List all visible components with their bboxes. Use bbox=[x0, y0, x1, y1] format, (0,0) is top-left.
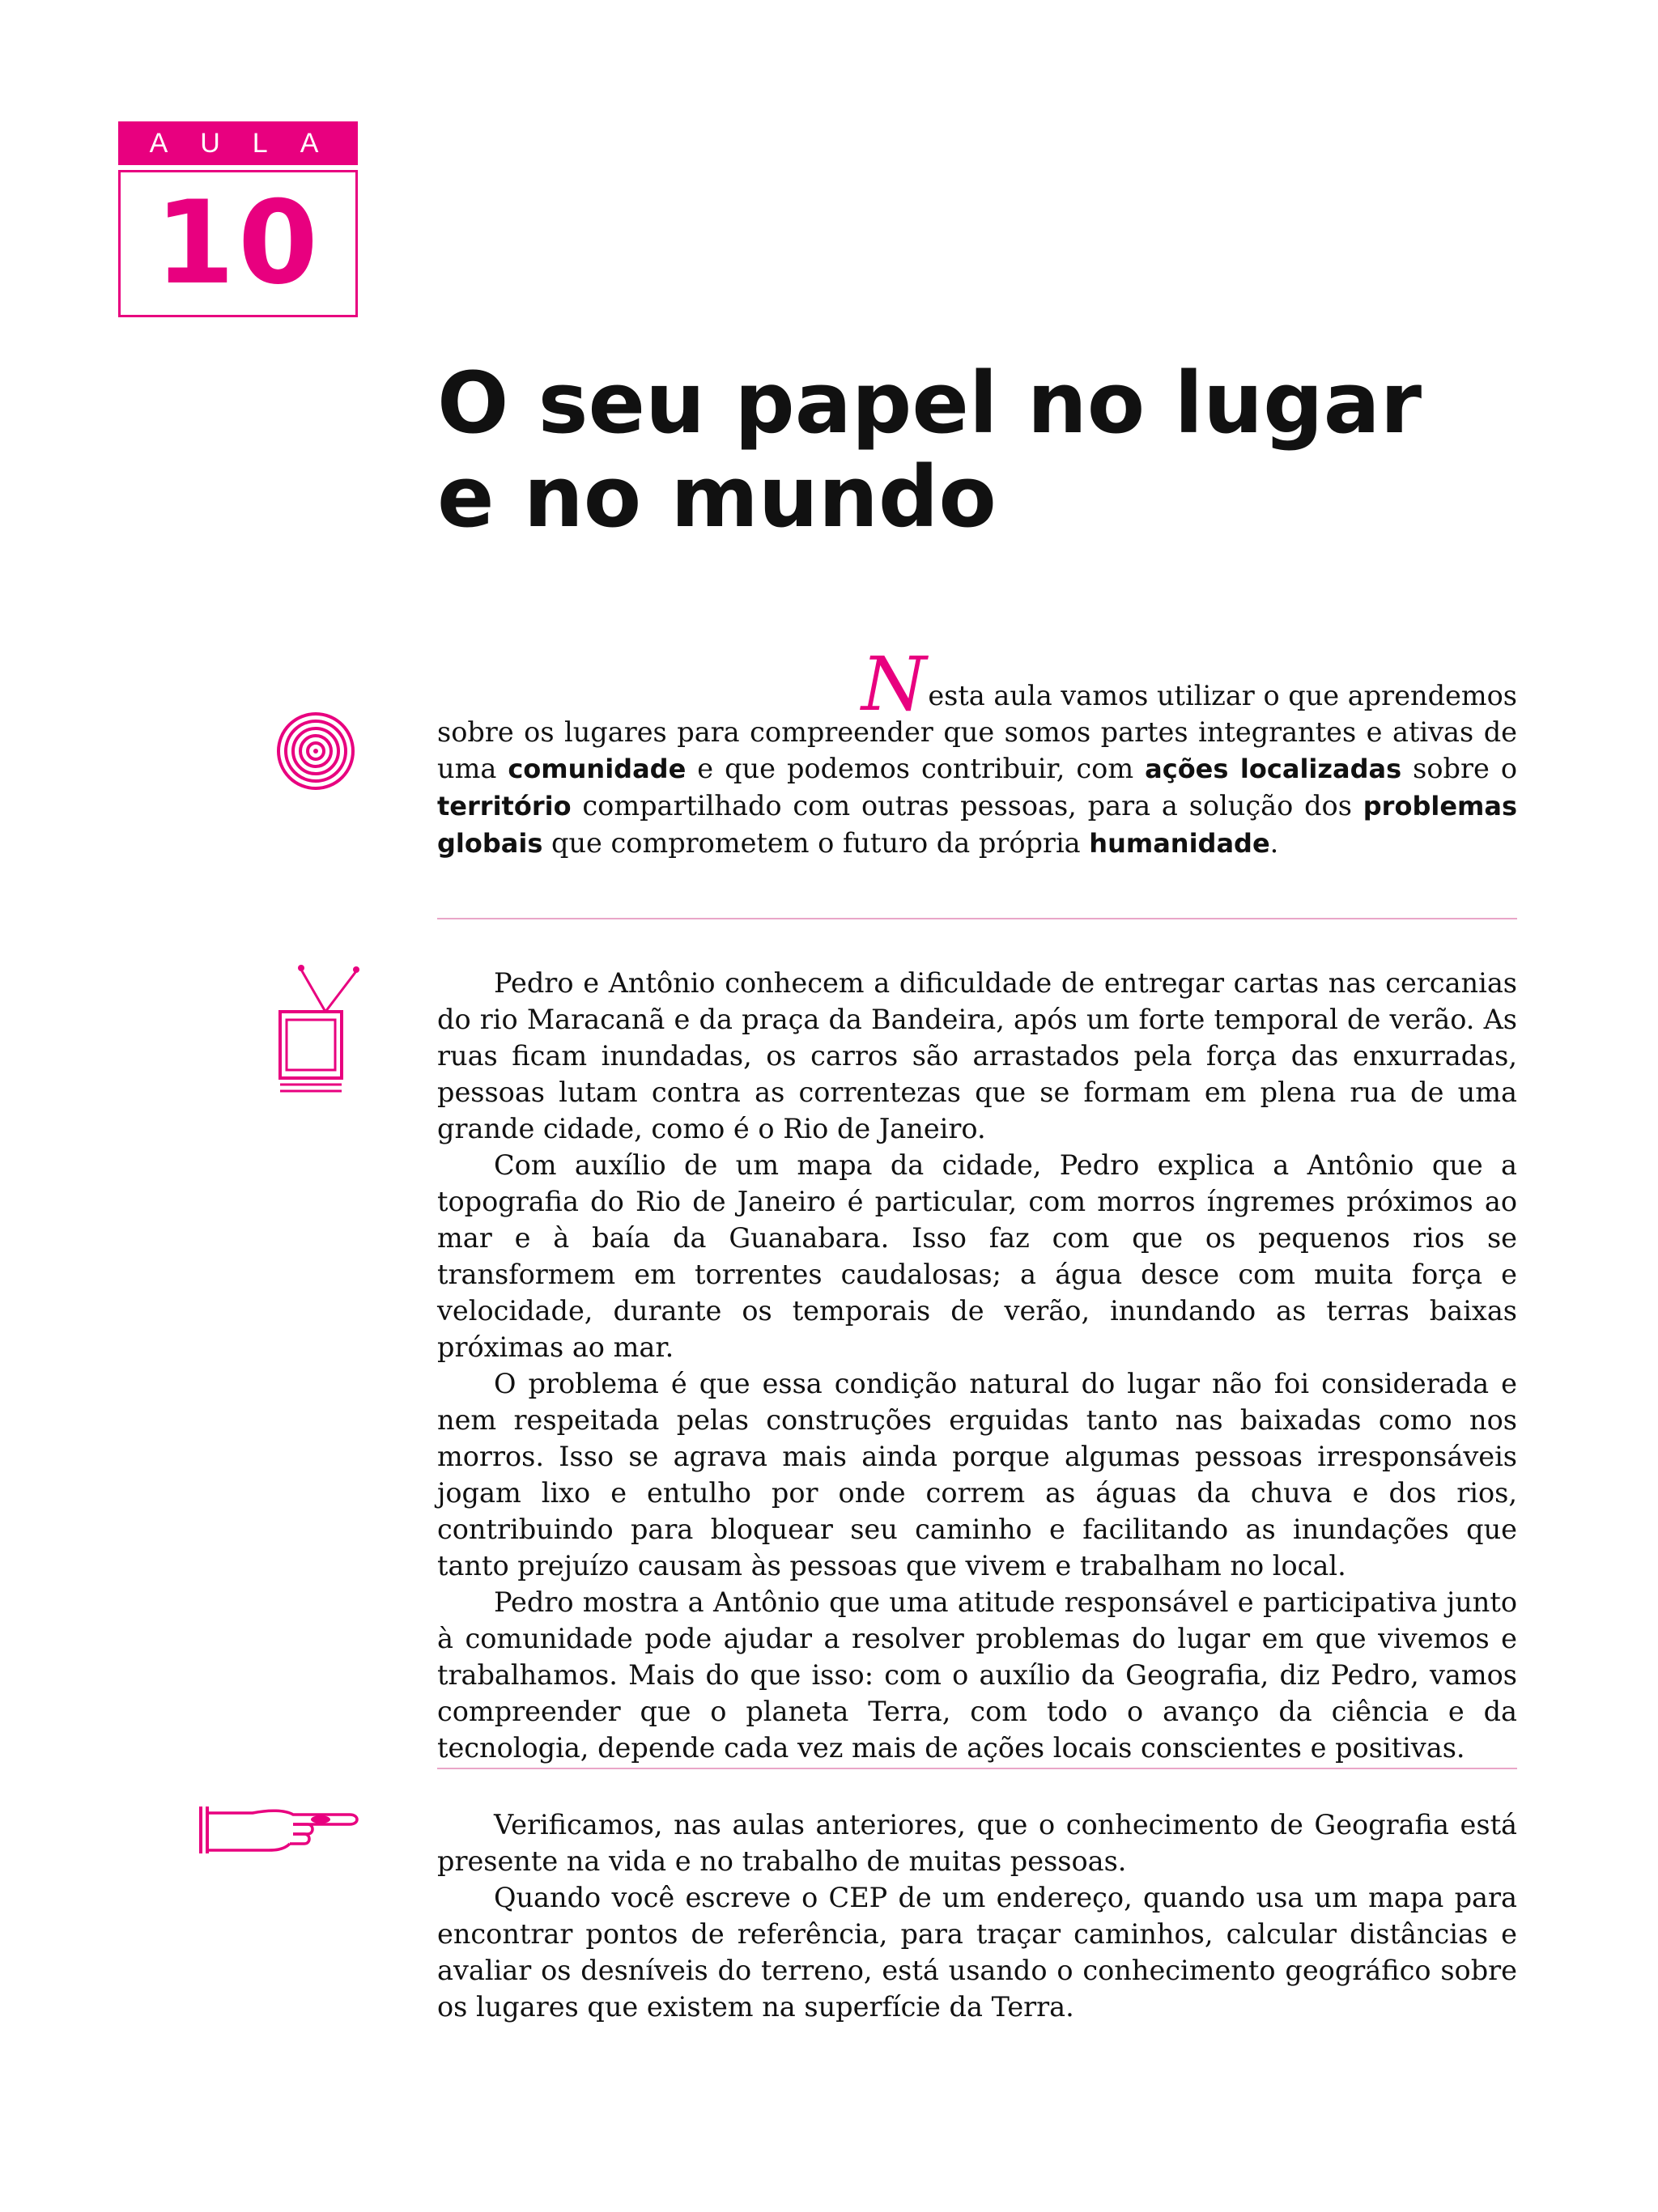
story-section bbox=[437, 965, 1517, 1766]
section-divider bbox=[437, 918, 1517, 919]
term-acoes-localizadas: ações localizadas bbox=[1145, 754, 1402, 784]
lesson-badge bbox=[118, 121, 358, 317]
drop-cap: N bbox=[861, 641, 927, 728]
television-icon bbox=[275, 962, 364, 1102]
intro-text-3: sobre o bbox=[1401, 753, 1517, 784]
intro-text-1: sobre os lugares para compreender que somos partes integrantes e ativas de uma bbox=[437, 716, 1517, 784]
intro-text-2: e que podemos contribuir, com bbox=[686, 753, 1146, 784]
lesson-label: AULA bbox=[118, 121, 358, 165]
review-paragraph: Quando você escreve o CEP de um endereço, quando usa um mapa para encontrar pontos de referência, para traçar caminhos, calcular distâncias e avaliar os desníveis do terreno, está usando o conhecimento geográfico sobre os lugares que existem na superfície da Terra. bbox=[437, 1882, 1517, 2023]
term-humanidade: humanidade bbox=[1089, 828, 1270, 859]
page-title-line-1: O seu papel no lugar bbox=[437, 354, 1422, 452]
story-paragraph: O problema é que essa condição natural do lugar não foi considerada e nem respeitada pelas construções erguidas tanto nas baixadas como nos morros. Isso se agrava mais ainda porque algumas pessoas irresponsáveis jogam lixo e entulho por onde correm as águas da chuva e dos rios, contribuindo para bloquear seu caminho e facilitando as inundações que tanto prejuízo causam às pessoas que vivem e trabalham no local. bbox=[437, 1368, 1517, 1582]
pointing-hand-icon bbox=[196, 1803, 362, 1860]
objectives-paragraph bbox=[437, 641, 1517, 862]
section-divider bbox=[437, 1768, 1517, 1769]
review-section bbox=[437, 1807, 1517, 2025]
story-paragraph: Pedro e Antônio conhecem a dificuldade de entregar cartas nas cercanias do rio Maracanã e da praça da Bandeira, após um forte temporal de verão. As ruas ficam inundadas, os carros são arrastados pela força das enxurradas, pessoas lutam contra as correntezas que se formam em plena rua de uma grande cidade, como é o Rio de Janeiro. bbox=[437, 967, 1517, 1144]
page-title bbox=[437, 356, 1571, 544]
target-icon bbox=[275, 711, 356, 795]
story-paragraph: Com auxílio de um mapa da cidade, Pedro explica a Antônio que a topografia do Rio de Janeiro é particular, com morros íngremes próximos ao mar e à baía da Guanabara. Isso faz com que os pequenos rios se transformem em torrentes caudalosas; a água desce com muita força e velocidade, durante os temporais de verão, inundando as terras baixas próximas ao mar. bbox=[437, 1149, 1517, 1363]
review-paragraph: Verificamos, nas aulas anteriores, que o conhecimento de Geografia está presente na vida e no trabalho de muitas pessoas. bbox=[437, 1809, 1517, 1877]
intro-first-line bbox=[437, 641, 1517, 728]
intro-text-6: . bbox=[1269, 827, 1279, 859]
intro-text-5: que comprometem o futuro da própria bbox=[542, 827, 1090, 859]
term-problemas-globais: problemas globais bbox=[437, 791, 1517, 859]
intro-first-line-text: esta aula vamos utilizar o que aprendemos bbox=[928, 680, 1517, 711]
page-title-line-2: e no mundo bbox=[437, 448, 997, 546]
term-comunidade: comunidade bbox=[508, 754, 687, 784]
lesson-number: 10 bbox=[118, 170, 358, 317]
intro-text-4: compartilhado com outras pessoas, para a solução dos bbox=[571, 790, 1363, 822]
story-paragraph: Pedro mostra a Antônio que uma atitude responsável e participativa junto à comunidade pode ajudar a resolver problemas do lugar em que vivemos e trabalhamos. Mais do que isso: com o auxílio da Geografia, diz Pedro, vamos compreender que o planeta Terra, com todo o avanço da ciência e da tecnologia, depende cada vez mais de ações locais conscientes e positivas. bbox=[437, 1586, 1517, 1764]
term-territorio: território bbox=[437, 791, 572, 822]
